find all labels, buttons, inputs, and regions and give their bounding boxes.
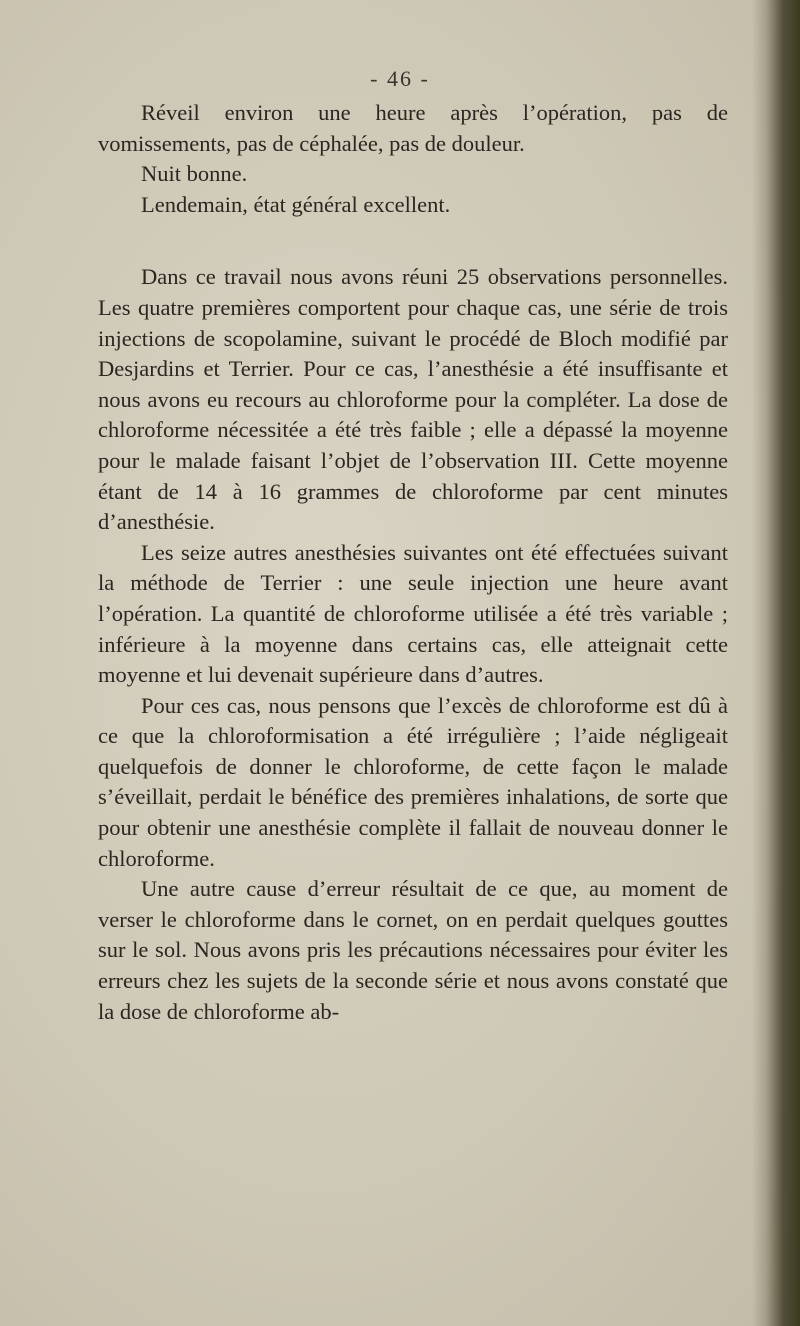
paragraph-seize-anesthesies: Les seize autres anesthésies suivantes ont été effectuées suivant la méthode de Terrier : une seule injection une heure avant l’opération. La quantité de chloroforme utilisée a été très variable ; inférieure à la moyenne dans certains cas, elle atteignait cette moyenne et lui devenait supérieure dans d’autres. bbox=[98, 539, 728, 688]
paragraph-nuit: Nuit bonne. bbox=[141, 161, 248, 187]
paragraph-lendemain: Lendemain, état général excellent. bbox=[141, 191, 451, 217]
body-text bbox=[98, 98, 728, 1027]
page-number: - 46 - bbox=[370, 66, 430, 91]
paragraph-exces-chloroforme: Pour ces cas, nous pensons que l’excès de chloroforme est dû à ce que la chloroformisation a été irrégulière ; l’aide négligeait quelquefois de donner le chloroforme, de cette façon le malade s’éveillait, perdait le bénéfice des premières inhalations, de sorte que pour obtenir une anesthésie complète il fallait de nouveau donner le chloroforme. bbox=[98, 692, 728, 871]
paragraph-reveil: Réveil environ une heure après l’opération, pas de vomissements, pas de céphalée, pas de douleur. bbox=[98, 100, 728, 156]
paragraph-cause-erreur: Une autre cause d’erreur résultait de ce que, au moment de verser le chloroforme dans le cornet, on en perdait quelques gouttes sur le sol. Nous avons pris les précautions nécessaires pour éviter les erreurs chez les sujets de la seconde série et nous avons constaté que la dose de chloroforme ab- bbox=[98, 876, 728, 1024]
binding-edge-shadow bbox=[752, 0, 800, 1326]
section-gap bbox=[98, 220, 728, 262]
paragraph-observations: Dans ce travail nous avons réuni 25 observations personnelles. Les quatre premières comportent pour chaque cas, une série de trois injections de scopolamine, suivant le procédé de Bloch modifié par Desjardins et Terrier. Pour ce cas, l’anesthésie a été insuffisante et nous avons eu recours au chloroforme pour la compléter. La dose de chloroforme nécessitée a été très faible ; elle a dépassé la moyenne pour le malade faisant l’objet de l’observation III. Cette moyenne étant de 14 à 16 grammes de chloroforme par cent minutes d’anesthésie. bbox=[98, 264, 728, 535]
